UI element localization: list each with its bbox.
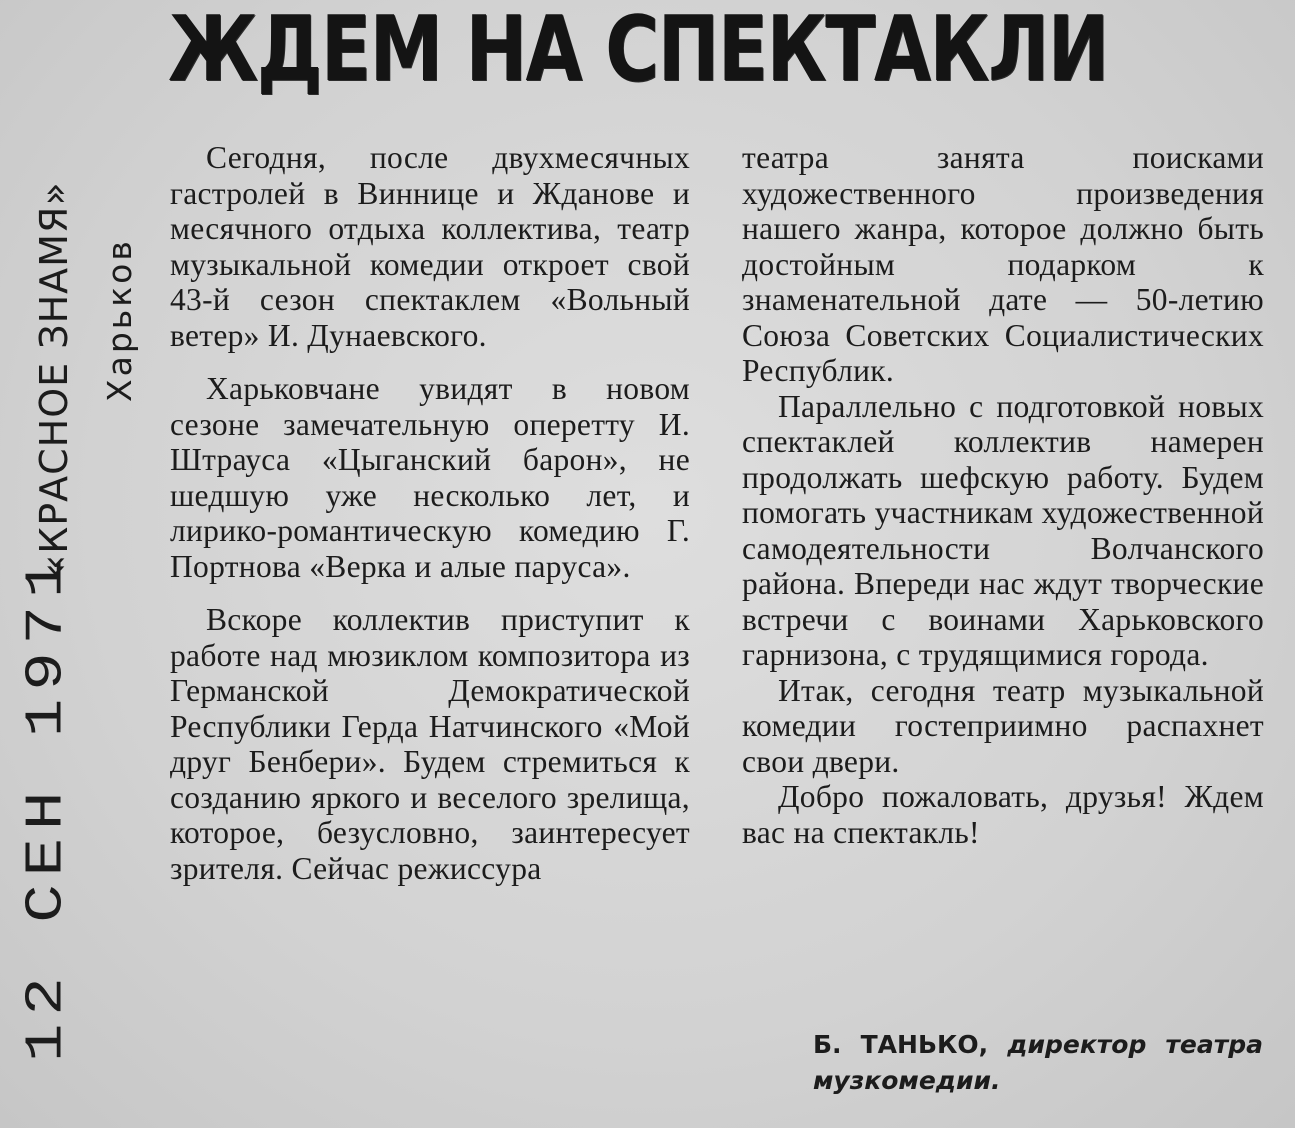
author-title: директор театра музкомедии.	[813, 1030, 1263, 1095]
date-stamp: 12 СЕН 1971	[18, 551, 78, 1062]
newspaper-name: «КРАСНОЕ ЗНАМЯ»	[32, 181, 76, 578]
city-name: Харьков	[100, 238, 139, 402]
author-name: Б. ТАНЬКО,	[813, 1030, 989, 1059]
article-column-left	[170, 140, 690, 886]
author-signature	[813, 1027, 1263, 1099]
article-paragraph: Итак, сегодня театр музыкальной комедии гостеприимно распахнет свои двери.	[742, 672, 1264, 779]
article-paragraph: Вскоре коллектив приступит к работе над мюзиклом композитора из Германской Демократической Республики Герда Натчинского «Мой друг Бенбери». Будем стремиться к созданию яркого и веселого зрелища, которое, безусловно, заинтересует зрителя. Сейчас режиссура	[170, 602, 690, 886]
headline: ЖДЕМ НА СПЕКТАКЛИ	[168, 0, 1108, 102]
article-paragraph: Добро пожаловать, друзья! Ждем вас на спектакль!	[742, 779, 1264, 850]
article-paragraph: Параллельно с подготовкой новых спектаклей коллектив намерен продолжать шефскую работу. Будем помогать участникам художественной самодеятельности Волчанского района. Впереди нас ждут творческие встречи с воинами Харьковского гарнизона, с трудящимися города.	[742, 388, 1264, 672]
article-paragraph: Сегодня, после двухмесячных гастролей в Виннице и Жданове и месячного отдыха коллектива, театр музыкальной комедии откроет свой 43-й сезон спектаклем «Вольный ветер» И. Дунаевского.	[170, 140, 690, 353]
article-paragraph: Харьковчане увидят в новом сезоне замечательную оперетту И. Штрауса «Цыганский барон», не шедшую уже несколько лет, и лирико-романтическую комедию Г. Портнова «Верка и алые паруса».	[170, 371, 690, 584]
article-paragraph: театра занята поисками художественного произведения нашего жанра, которое должно быть достойным подарком к знаменательной дате — 50-летию Союза Советских Социалистических Республик.	[742, 140, 1264, 388]
article-column-right	[742, 140, 1264, 850]
